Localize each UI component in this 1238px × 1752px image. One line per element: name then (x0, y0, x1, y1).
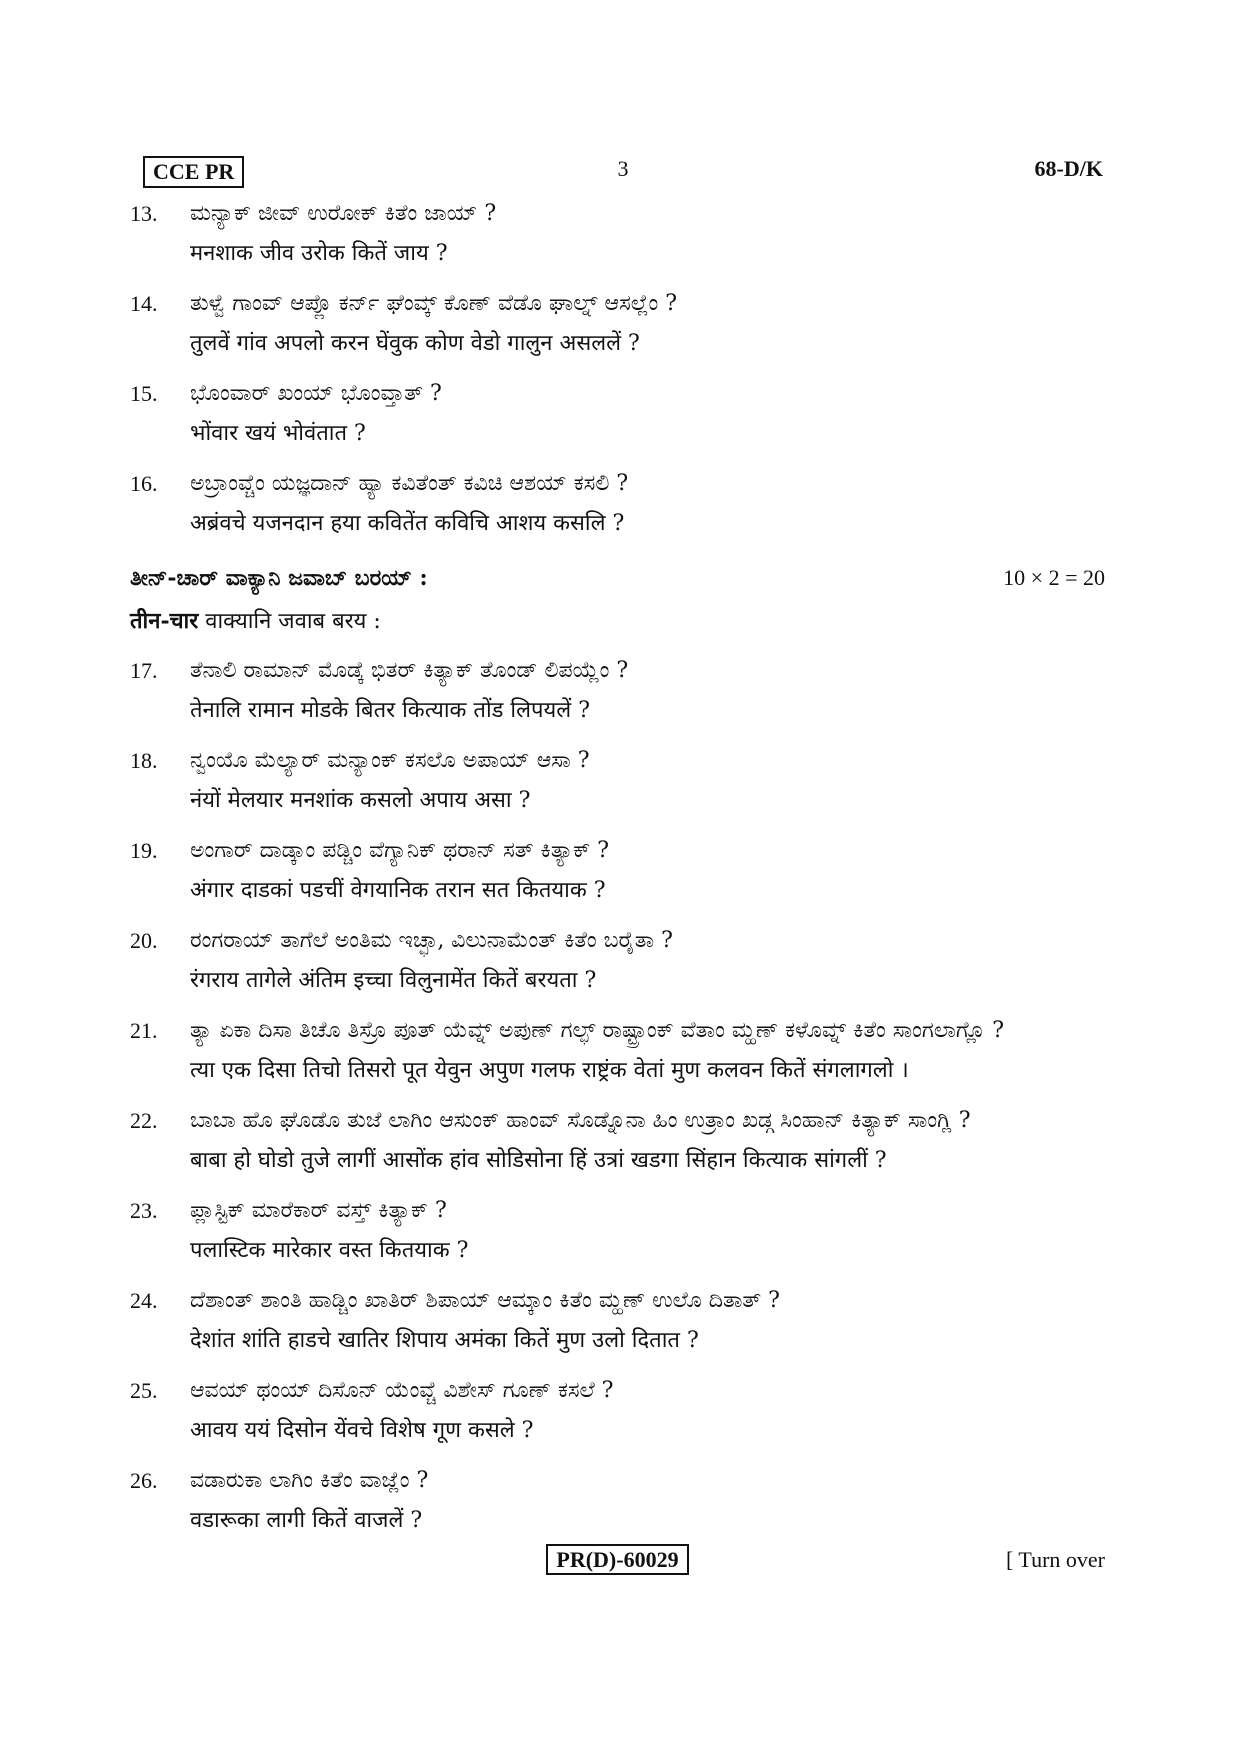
section-subtitle-rest: वाक्यानि जवाब बरय : (198, 609, 381, 634)
question-devanagari: बाबा हो घोडो तुजे लागीं आसोंक हांव सोडिसोना हिं उत्रां खडगा सिंहान कित्याक सांगलीं ? (190, 1148, 887, 1173)
question-devanagari: अब्रंवचे यजनदान हया कवितेंत कविचि आशय कसलि ? (190, 511, 625, 536)
question-16 (130, 464, 1105, 544)
section-subtitle (130, 600, 1105, 643)
question-17 (130, 651, 1105, 731)
question-kannada: ವಡಾರುಕಾ ಲಾಗಿಂ ಕಿತೆಂ ವಾಜ್ಲೆಂ ? (190, 1468, 429, 1493)
question-kannada: ರಂಗರಾಯ್ ತಾಗೆಲೆ ಅಂತಿಮ ಇಚ್ಛಾ, ವಿಲುನಾಮೆಂತ್ ಕಿತೆಂ ಬರೈತಾ ? (190, 928, 673, 953)
question-kannada: ತೆನಾಲಿ ರಾಮಾನ್ ಮೊಡ್ಕೆ ಭಿತರ್ ಕಿತ್ಯಾಕ್ ತೊಂಡ್ ಲಿಪಯ್ಲೆಂ ? (190, 658, 629, 683)
section-subtitle-bold: तीन-चार (130, 608, 199, 634)
question-devanagari: तेनालि रामान मोडके बितर कित्याक तोंड लिपयलें ? (190, 698, 591, 723)
question-kannada: ತುಳ್ವೆ ಗಾಂವ್ ಆಪ್ಲೊ ಕರ್ನ್ ಘೆಂವ್ಕ್ ಕೊಣ್ ವೆಡೊ ಘಾಲ್ನ್ ಆಸಲ್ಲೆಂ ? (190, 291, 678, 316)
question-number: 20. (130, 928, 158, 953)
paper-code: 68-D/K (1034, 156, 1103, 181)
question-kannada: ಭೊಂವಾರ್ ಖಂಯ್ ಭೊಂವ್ತಾತ್ ? (190, 381, 442, 406)
question-22 (130, 1101, 1105, 1181)
question-number: 16. (130, 471, 158, 496)
question-14 (130, 284, 1105, 364)
question-devanagari: आवय ययं दिसोन येंवचे विशेष गूण कसले ? (190, 1418, 534, 1443)
question-kannada: ಮನ್ಯಾಕ್ ಜೀವ್ ಉರೋಕ್ ಕಿತೆಂ ಜಾಯ್ ? (190, 201, 497, 226)
question-devanagari: वडारूका लागी कितें वाजलें ? (190, 1508, 423, 1533)
turn-over-label: [ Turn over (1005, 1547, 1105, 1572)
page-number: 3 (617, 156, 629, 181)
question-24 (130, 1281, 1105, 1361)
question-number: 24. (130, 1288, 158, 1313)
section-marks: 10 × 2 = 20 (1003, 565, 1105, 590)
question-kannada: ನ್ವಂಯೊ ಮೆಲ್ಯಾರ್ ಮನ್ಯಾಂಕ್ ಕಸಲೊ ಅಪಾಯ್ ಆಸಾ ? (190, 748, 590, 773)
question-number: 15. (130, 381, 158, 406)
question-number: 17. (130, 658, 158, 683)
question-number: 26. (130, 1468, 158, 1493)
question-25 (130, 1371, 1105, 1451)
question-number: 21. (130, 1018, 158, 1043)
question-devanagari: पलास्टिक मारेकार वस्त कितयाक ? (190, 1238, 469, 1263)
question-13 (130, 194, 1105, 274)
question-kannada: ಬಾಬಾ ಹೊ ಘೊಡೊ ತುಜೆ ಲಾಗಿಂ ಆಸುಂಕ್ ಹಾಂವ್ ಸೊಡ್ನೊನಾ ಹಿಂ ಉತ್ರಾಂ ಖಡ್ಗ ಸಿಂಹಾನ್ ಕಿತ್ಯಾಕ್ ಸಾಂಗ್ಲಿ ? (190, 1108, 971, 1133)
question-number: 23. (130, 1198, 158, 1223)
question-kannada: ಅಂಗಾರ್ ದಾಡ್ಕಾಂ ಪಡ್ಚಿಂ ವೆಗ್ಯಾನಿಕ್ ಥರಾನ್ ಸತ್ ಕಿತ್ಯಾಕ್ ? (190, 838, 610, 863)
question-21 (130, 1011, 1105, 1091)
section-title-kannada: ತೀನ್-ಚಾರ್ ವಾಕ್ಯಾನಿ ಜವಾಬ್ ಬರಯ್ : (130, 565, 428, 591)
question-number: 14. (130, 291, 158, 316)
question-15 (130, 374, 1105, 454)
question-devanagari: मनशाक जीव उरोक कितें जाय ? (190, 241, 448, 266)
question-devanagari: अंगार दाडकां पडचीं वेगयानिक तरान सत कितयाक ? (190, 878, 606, 903)
question-list (130, 194, 1105, 1551)
question-kannada: ಪ್ಲಾಸ್ಟಿಕ್ ಮಾರೆಕಾರ್ ವಸ್ತ್ ಕಿತ್ಯಾಕ್ ? (190, 1198, 447, 1223)
question-devanagari: नंयों मेलयार मनशांक कसलो अपाय असा ? (190, 788, 531, 813)
cce-pr-label: CCE PR (143, 156, 244, 188)
footer-code-wrapper (130, 1546, 1105, 1574)
footer-paper-code: PR(D)-60029 (546, 1544, 688, 1575)
question-devanagari: भोंवार खयं भोवंतात ? (190, 421, 366, 446)
question-20 (130, 921, 1105, 1001)
question-26 (130, 1461, 1105, 1541)
question-kannada: ಆವಯ್ ಥಂಯ್ ದಿಸೊನ್ ಯೆಂವ್ಚೆ ವಿಶೇಸ್ ಗೂಣ್ ಕಸಲೆ ? (190, 1378, 614, 1403)
question-19 (130, 831, 1105, 911)
question-devanagari: देशांत शांति हाडचे खातिर शिपाय अमंका कितें मुण उलो दितात ? (190, 1328, 699, 1353)
question-number: 13. (130, 201, 158, 226)
page-header (143, 156, 1103, 190)
question-devanagari: तुलवें गांव अपलो करन घेंवुक कोण वेडो गालुन असललें ? (190, 331, 640, 356)
question-23 (130, 1191, 1105, 1271)
question-kannada: ಅಬ್ರಾಂವ್ಚೆಂ ಯಜ್ಞದಾನ್ ಹ್ಯಾ ಕವಿತೆಂತ್ ಕವಿಚಿ ಆಶಯ್ ಕಸಲಿ ? (190, 471, 629, 496)
question-18 (130, 741, 1105, 821)
question-devanagari: रंगराय तागेले अंतिम इच्चा विलुनामेंत कितें बरयता ? (190, 968, 597, 993)
question-devanagari: त्या एक दिसा तिचो तिसरो पूत येवुन अपुण गलफ राष्ट्रंक वेतां मुण कलवन कितें संगलागलो । (190, 1058, 909, 1083)
question-number: 19. (130, 838, 158, 863)
question-number: 22. (130, 1108, 158, 1133)
question-number: 18. (130, 748, 158, 773)
page-footer (130, 1546, 1105, 1580)
question-number: 25. (130, 1378, 158, 1403)
question-kannada: ತ್ಯಾ ಏಕಾ ದಿಸಾ ತಿಚೊ ತಿಸ್ರೊ ಪೂತ್ ಯೆವ್ನ್ ಅಪುಣ್ ಗಲ್ಫ್ ರಾಷ್ಟ್ರಾಂಕ್ ವೆತಾಂ ಮ್ಹಣ್ ಕಳೊವ್ನ್ ಕಿತೆಂ ಸಾಂಗಲಾಗ್ಲೊ ? (190, 1018, 1005, 1043)
question-kannada: ದೆಶಾಂತ್ ಶಾಂತಿ ಹಾಡ್ಚಿಂ ಖಾತಿರ್ ಶಿಪಾಯ್ ಆಮ್ಕಾಂ ಕಿತೆಂ ಮ್ಹಣ್ ಉಲೊ ದಿತಾತ್ ? (190, 1288, 780, 1313)
section-heading (130, 556, 1105, 600)
